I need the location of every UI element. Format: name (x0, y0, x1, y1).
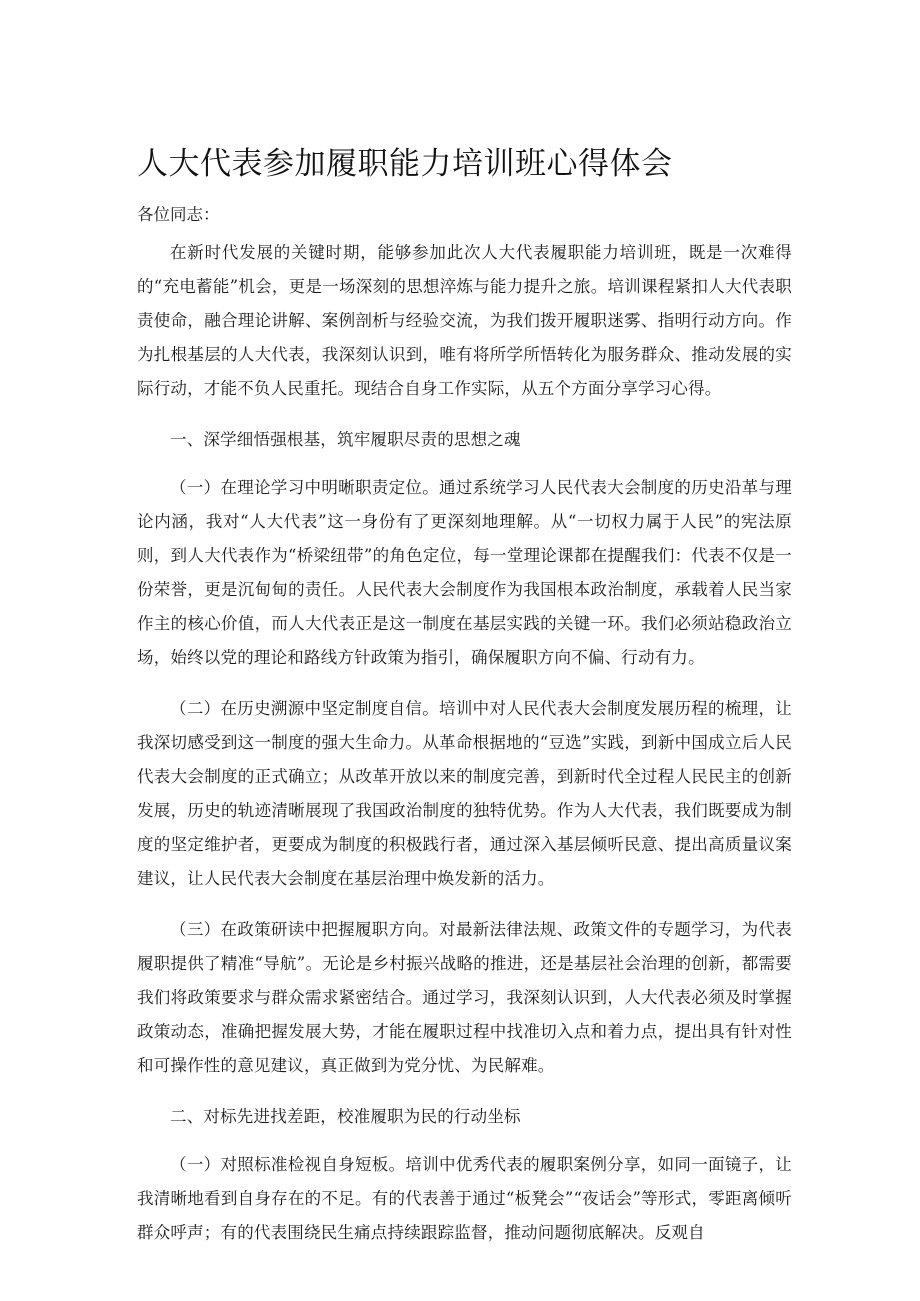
body-paragraph: （三）在政策研读中把握履职方向。对最新法律法规、政策文件的专题学习，为代表履职提供了精准“导航”。无论是乡村振兴战略的推进，还是基层社会治理的创新，都需要我们将政策要求与群众需求紧密结合。通过学习，我深刻认识到，人大代表必须及时掌握政策动态，准确把握发展大势，才能在履职过程中找准切入点和着力点，提出具有针对性和可操作性的意见建议，真正做到为党分忧、为民解难。 (137, 920, 792, 1075)
body-paragraph: （一）对照标准检视自身短板。培训中优秀代表的履职案例分享，如同一面镜子，让我清晰地看到自身存在的不足。有的代表善于通过“板凳会”“夜话会”等形式，零距离倾听群众呼声；有的代表围绕民生痛点持续跟踪监督，推动问题彻底解决。反观自 (137, 1155, 792, 1242)
body-paragraph: （二）在历史溯源中坚定制度自信。培训中对人民代表大会制度发展历程的梳理，让我深切感受到这一制度的强大生命力。从革命根据地的“豆选”实践，到新中国成立后人民代表大会制度的正式确立；从改革开放以来的制度完善，到新时代全过程人民民主的创新发展，历史的轨迹清晰展现了我国政治制度的独特优势。作为人大代表，我们既要成为制度的坚定维护者，更要成为制度的积极践行者，通过深入基层倾听民意、提出高质量议案建议，让人民代表大会制度在基层治理中焕发新的活力。 (137, 699, 792, 888)
section-heading: 一、深学细悟强根基，筑牢履职尽责的思想之魂 (170, 430, 521, 449)
document-title: 人大代表参加履职能力培训班心得体会 (137, 146, 673, 182)
document-body (137, 236, 792, 1267)
body-paragraph: 在新时代发展的关键时期，能够参加此次人大代表履职能力培训班，既是一次难得的“充电蓄能”机会，更是一场深刻的思想淬炼与能力提升之旅。培训课程紧扣人大代表职责使命，融合理论讲解、案例剖析与经验交流，为我们拨开履职迷雾、指明行动方向。作为扎根基层的人大代表，我深刻认识到，唯有将所学所悟转化为服务群众、推动发展的实际行动，才能不负人民重托。现结合自身工作实际，从五个方面分享学习心得。 (137, 243, 792, 398)
salutation: 各位同志： (137, 205, 220, 224)
section-heading: 二、对标先进找差距，校准履职为民的行动坐标 (170, 1107, 521, 1126)
body-paragraph: （一）在理论学习中明晰职责定位。通过系统学习人民代表大会制度的历史沿革与理论内涵，我对“人大代表”这一身份有了更深刻地理解。从“一切权力属于人民”的宪法原则，到人大代表作为“桥梁纽带”的角色定位，每一堂理论课都在提醒我们：代表不仅是一份荣誉，更是沉甸甸的责任。人民代表大会制度作为我国根本政治制度，承载着人民当家作主的核心价值，而人大代表正是这一制度在基层实践的关键一环。我们必须站稳政治立场，始终以党的理论和路线方针政策为指引，确保履职方向不偏、行动有力。 (137, 478, 792, 667)
